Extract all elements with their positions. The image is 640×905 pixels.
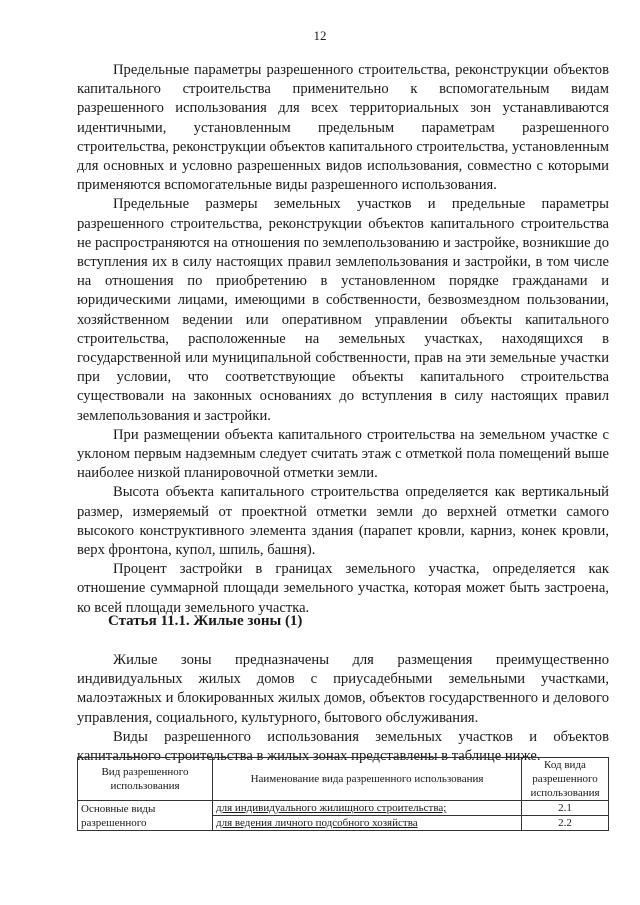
column-header: Код вида разрешенного использования: [522, 758, 609, 801]
paragraph: При размещении объекта капитального строительства на земельном участке с уклоном первым надземным следует считать этаж с отметкой пола помещений выше наиболее низкой планировочной отметки земли.: [77, 426, 609, 482]
table-header-row: [78, 758, 609, 801]
paragraph: Предельные параметры разрешенного строительства, реконструкции объектов капитального строительства применительно к вспомогательным видам разрешенного использования для всех территориальных зон устанавливаются идентичными, установленным предельным параметрам разрешенного строительства, реконструкции объектов капитального строительства, установленным для основных и условно разрешенных видов использования, совместно с которыми применяются вспомогательные виды разрешенного использования.: [77, 62, 609, 194]
page-number: 12: [313, 28, 327, 43]
paragraph: Процент застройки в границах земельного участка, определяется как отношение суммарной площади земельного участка, которая может быть застроена, ко всей площади земельного участка.: [77, 561, 609, 616]
paragraph: Высота объекта капитального строительства определяется как вертикальный размер, измеряемый от проектной отметки земли до верхней отметки самого высокого конструктивного элемента здания (парапет кровли, карниз, конек кровли, верх фронтона, купол, шпиль, башня).: [77, 484, 609, 559]
table-cell-code: 2.2: [522, 816, 609, 831]
table-row: [78, 801, 609, 816]
body-text-top: [77, 61, 609, 618]
table-cell-name: для ведения личного подсобного хозяйства: [213, 816, 522, 831]
zones-table: [77, 757, 609, 831]
group-label-cell: Основные виды разрешенного: [78, 801, 213, 831]
paragraph: Виды разрешенного использования земельных участков и объектов капитального строительства в жилых зонах представлены в таблице ниже.: [77, 728, 609, 765]
column-header: Наименование вида разрешенного использования: [213, 758, 522, 801]
article-heading: Статья 11.1. Жилые зоны (1): [108, 613, 303, 629]
paragraph: Жилые зоны предназначены для размещения преимущественно индивидуальных жилых домов с приусадебными земельными участками, малоэтажных и блокированных жилых домов, объектов государственного и делового управления, социального, культурного, бытового обслуживания.: [77, 652, 609, 726]
table-cell-code: 2.1: [522, 801, 609, 816]
table-cell-name: для индивидуального жилищного строительства;: [213, 801, 522, 816]
body-text-bottom: [77, 651, 609, 766]
paragraph: Предельные размеры земельных участков и предельные параметры разрешенного строительства, реконструкции объектов капитального строительства не распространяются на отношения по землепользованию и застройке, возникшие до вступления их в силу настоящих правил землепользования и застройки, в том числе на отношения по приобретению в установленном порядке гражданами и юридическими лицами, имеющими в собственности, безвозмездном пользовании, хозяйственном ведении или оперативном управлении объекты капитального строительства, расположенные на земельных участках, находящихся в государственной или муниципальной собственности, прав на эти земельные участки при условии, что соответствующие объекты капитального строительства существовали на законных основаниях до вступления в силу настоящих правил землепользования и застройки.: [77, 196, 609, 424]
column-header: Вид разрешенного использования: [78, 758, 213, 801]
